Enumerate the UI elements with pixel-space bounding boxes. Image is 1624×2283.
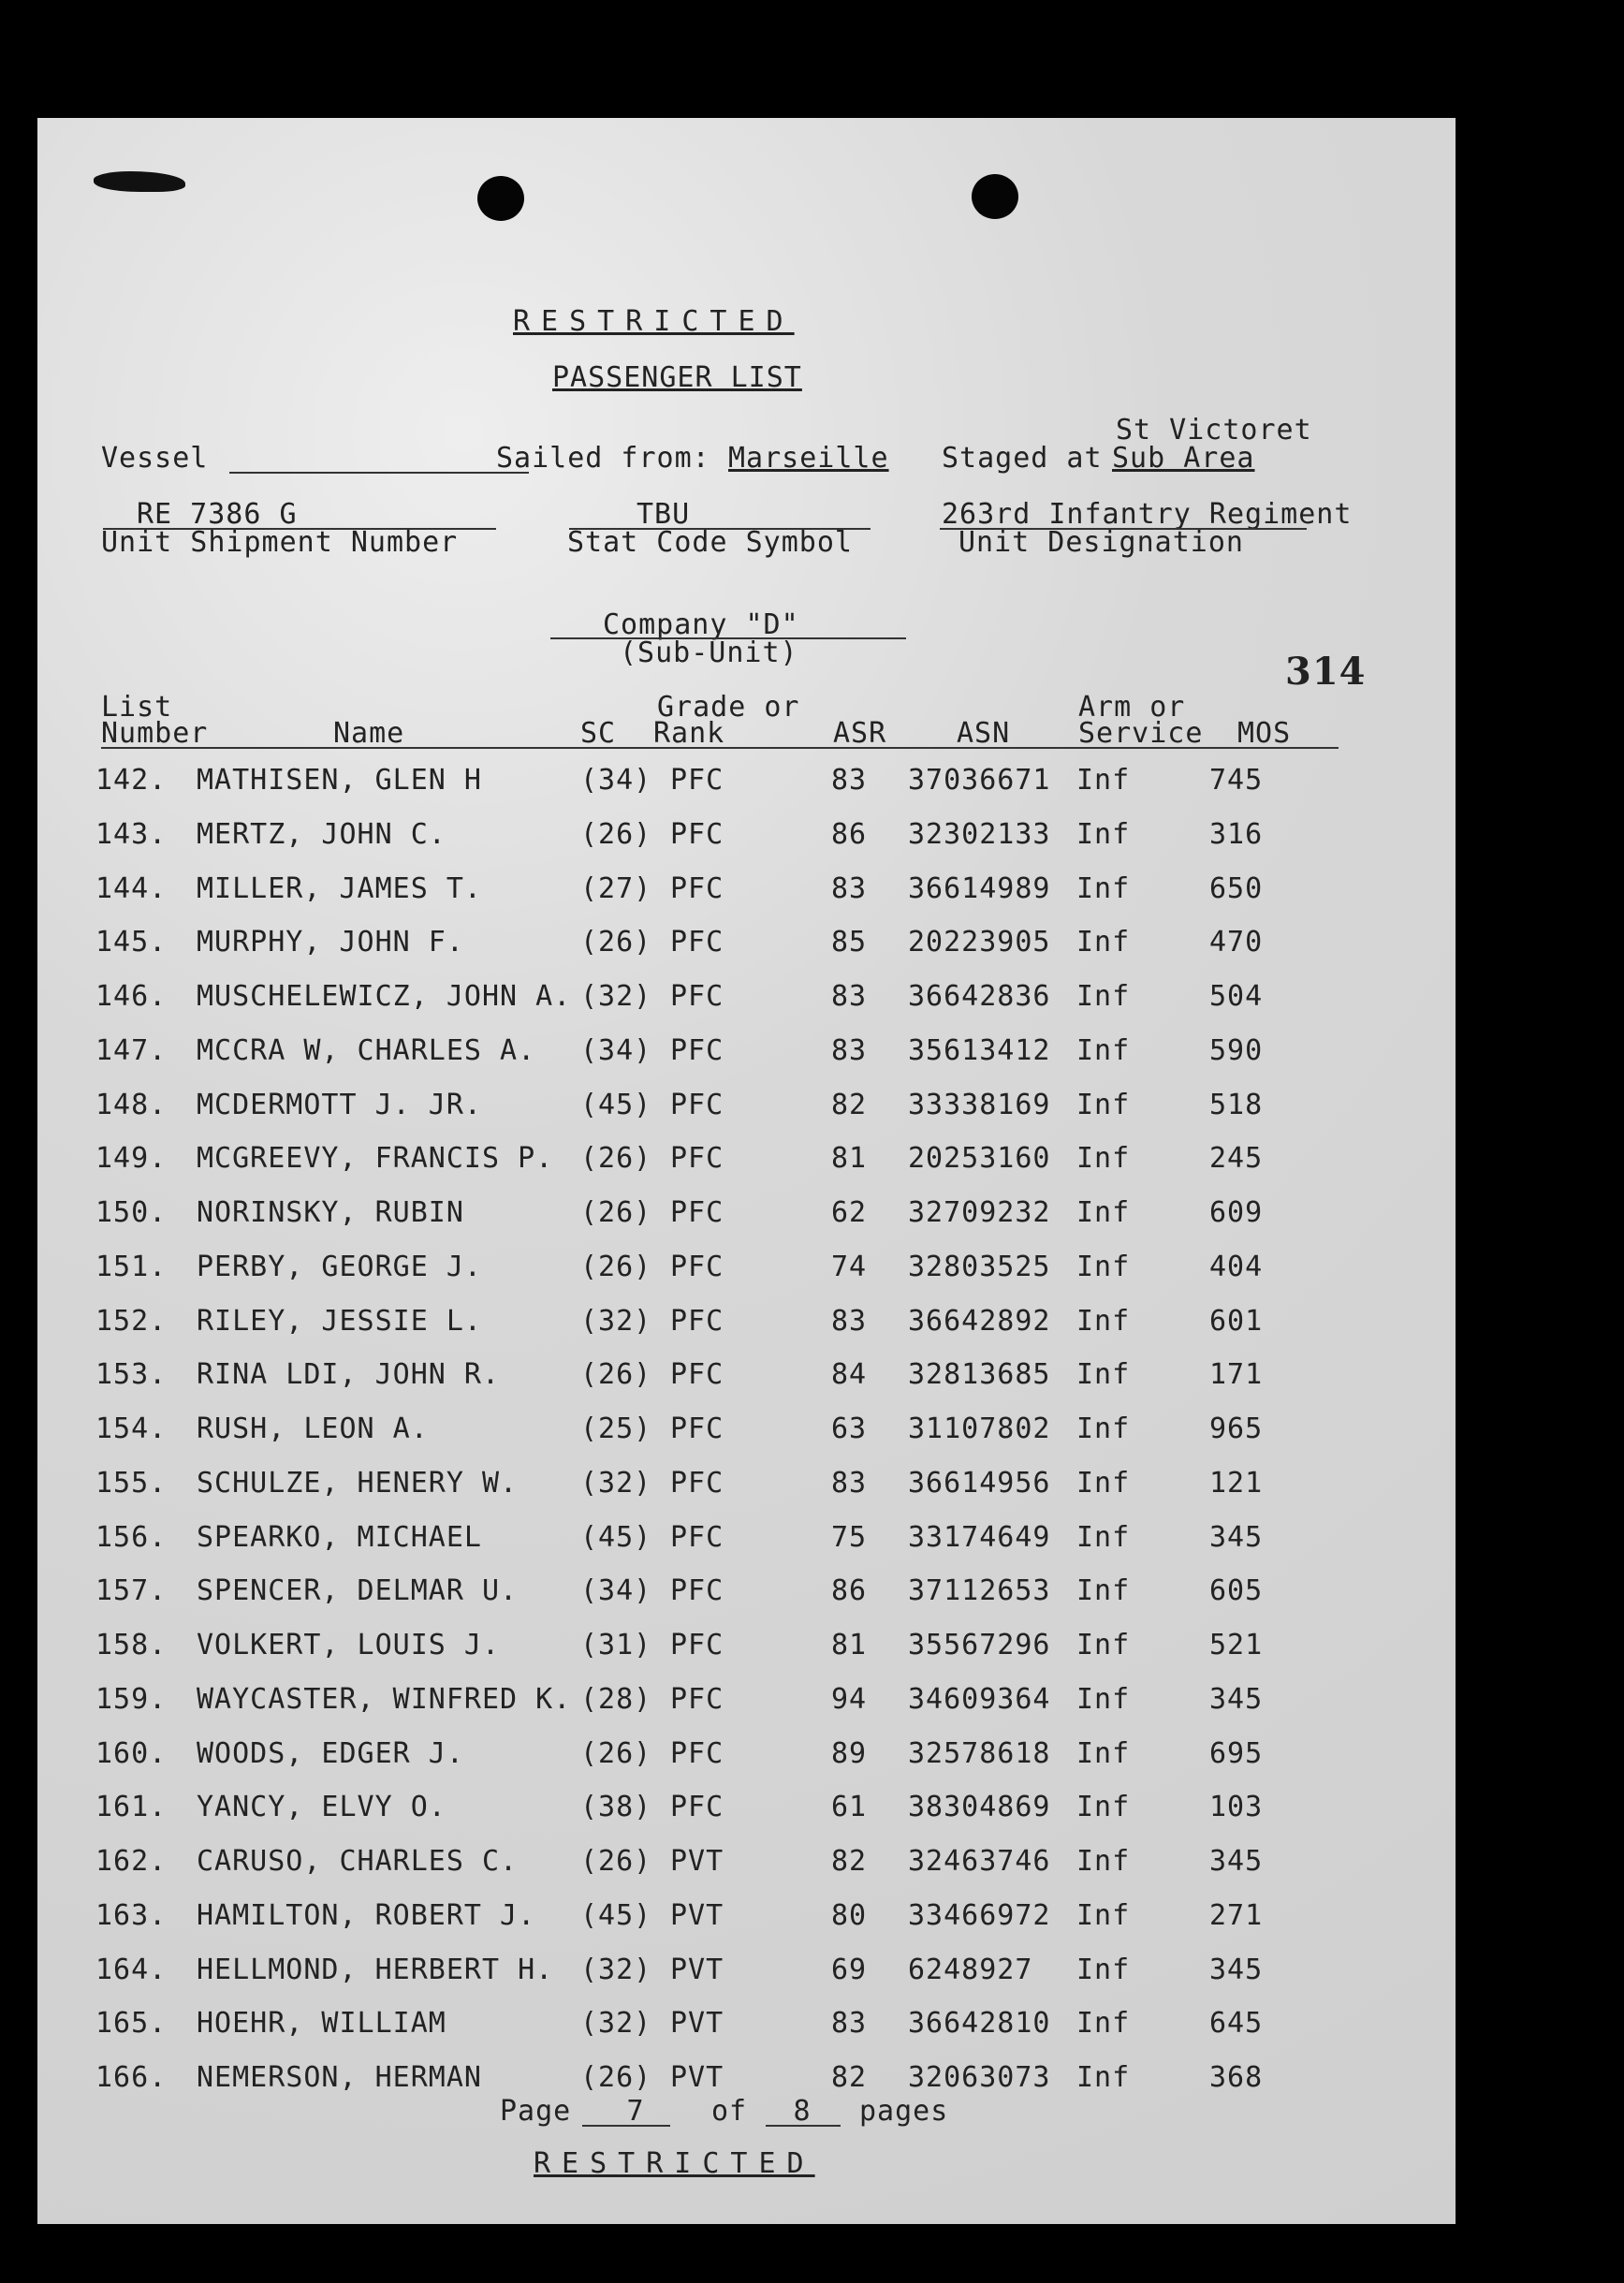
row-sc: (26): [580, 1142, 652, 1176]
row-list-number: 150.: [95, 1196, 168, 1229]
row-sc: (26): [580, 1250, 652, 1283]
row-asn: 37112653: [908, 1574, 1051, 1608]
row-name: HOEHR, WILLIAM: [197, 2007, 446, 2041]
row-grade: PVT: [670, 1953, 724, 1986]
row-asr: 85: [831, 926, 868, 959]
row-mos: 345: [1209, 1845, 1264, 1878]
unit-designation-value: 263rd Infantry Regiment: [942, 498, 1353, 531]
row-sc: (26): [580, 817, 652, 851]
row-arm: Inf: [1076, 817, 1131, 851]
row-name: MCDERMOTT J. JR.: [197, 1088, 482, 1121]
row-name: SPENCER, DELMAR U.: [197, 1574, 519, 1608]
row-mos: 245: [1209, 1142, 1264, 1176]
row-mos: 271: [1209, 1898, 1264, 1932]
row-asr: 83: [831, 980, 868, 1013]
row-list-number: 164.: [95, 1953, 168, 1986]
row-mos: 609: [1209, 1196, 1264, 1229]
row-mos: 345: [1209, 1953, 1264, 1986]
row-asn: 6248927: [908, 1953, 1033, 1986]
row-asn: 32463746: [908, 1845, 1051, 1878]
row-arm: Inf: [1076, 1953, 1131, 1986]
row-sc: (32): [580, 980, 652, 1013]
row-arm: Inf: [1076, 1358, 1131, 1392]
page-stamp-number: 314: [1285, 650, 1367, 694]
row-name: WOODS, EDGER J.: [197, 1736, 464, 1770]
row-grade: PFC: [670, 1682, 724, 1716]
row-grade: PFC: [670, 1736, 724, 1770]
row-grade: PVT: [670, 2007, 724, 2041]
row-list-number: 163.: [95, 1898, 168, 1932]
row-name: CARUSO, CHARLES C.: [197, 1845, 519, 1878]
row-grade: PVT: [670, 1898, 724, 1932]
footer-of-label: of: [711, 2095, 748, 2128]
column-header-list-line2: Number: [101, 717, 209, 750]
row-arm: Inf: [1076, 1574, 1131, 1608]
row-sc: (34): [580, 764, 652, 797]
row-name: RILEY, JESSIE L.: [197, 1304, 482, 1338]
row-list-number: 147.: [95, 1033, 168, 1067]
row-mos: 103: [1209, 1791, 1264, 1824]
row-mos: 645: [1209, 2007, 1264, 2041]
staged-at-label: Staged at: [942, 442, 1103, 475]
row-arm: Inf: [1076, 1466, 1131, 1500]
row-list-number: 157.: [95, 1574, 168, 1608]
row-grade: PVT: [670, 2061, 724, 2094]
row-name: HELLMOND, HERBERT H.: [197, 1953, 554, 1986]
row-list-number: 143.: [95, 817, 168, 851]
row-arm: Inf: [1076, 1791, 1131, 1824]
row-mos: 590: [1209, 1033, 1264, 1067]
column-header-grade-line2: Rank: [653, 717, 725, 750]
column-header-grade-line1: Grade or: [657, 691, 800, 724]
row-grade: PFC: [670, 1250, 724, 1283]
row-asn: 32063073: [908, 2061, 1051, 2094]
row-sc: (28): [580, 1682, 652, 1716]
row-arm: Inf: [1076, 1520, 1131, 1554]
row-asn: 32803525: [908, 1250, 1051, 1283]
unit-shipment-number-label: Unit Shipment Number: [101, 526, 459, 559]
column-header-asn: ASN: [957, 717, 1011, 750]
row-arm: Inf: [1076, 1845, 1131, 1878]
row-sc: (45): [580, 1520, 652, 1554]
passenger-list-title: PASSENGER LIST: [552, 361, 802, 394]
row-name: VOLKERT, LOUIS J.: [197, 1629, 501, 1661]
row-name: RUSH, LEON A.: [197, 1412, 429, 1445]
row-asn: 35567296: [908, 1629, 1051, 1661]
row-list-number: 153.: [95, 1358, 168, 1392]
row-asr: 94: [831, 1682, 868, 1716]
column-header-arm-line2: Service: [1078, 717, 1204, 750]
row-sc: (31): [580, 1629, 652, 1661]
row-arm: Inf: [1076, 2007, 1131, 2041]
row-asr: 63: [831, 1412, 868, 1445]
row-asr: 80: [831, 1898, 868, 1932]
row-mos: 345: [1209, 1520, 1264, 1554]
row-mos: 518: [1209, 1088, 1264, 1121]
row-grade: PFC: [670, 926, 724, 959]
row-asr: 86: [831, 1574, 868, 1608]
unit-shipment-number-value: RE 7386 G: [137, 498, 298, 531]
sailed-from-value: Marseille: [728, 442, 889, 475]
row-list-number: 146.: [95, 980, 168, 1013]
row-asn: 32302133: [908, 817, 1051, 851]
row-asr: 82: [831, 2061, 868, 2094]
column-header-arm-line1: Arm or: [1078, 691, 1186, 724]
row-name: SCHULZE, HENERY W.: [197, 1466, 519, 1500]
row-name: SPEARKO, MICHAEL: [197, 1520, 482, 1554]
row-sc: (45): [580, 1088, 652, 1121]
row-asn: 32578618: [908, 1736, 1051, 1770]
row-asr: 84: [831, 1358, 868, 1392]
row-asn: 33466972: [908, 1898, 1051, 1932]
row-asr: 89: [831, 1736, 868, 1770]
row-grade: PFC: [670, 1142, 724, 1176]
row-asn: 37036671: [908, 764, 1051, 797]
row-list-number: 151.: [95, 1250, 168, 1283]
row-asr: 83: [831, 871, 868, 905]
row-grade: PFC: [670, 817, 724, 851]
sailed-from-label: Sailed from:: [496, 442, 710, 475]
row-asr: 82: [831, 1845, 868, 1878]
row-grade: PFC: [670, 1358, 724, 1392]
footer-page-label: Page: [500, 2095, 572, 2128]
document-page: [37, 118, 1456, 2224]
stat-code-value: TBU: [636, 498, 691, 531]
row-grade: PFC: [670, 1791, 724, 1824]
row-list-number: 159.: [95, 1682, 168, 1716]
ink-smudge: [94, 171, 185, 192]
row-list-number: 152.: [95, 1304, 168, 1338]
row-asn: 35613412: [908, 1033, 1051, 1067]
row-mos: 470: [1209, 926, 1264, 959]
row-grade: PVT: [670, 1845, 724, 1878]
row-sc: (25): [580, 1412, 652, 1445]
row-grade: PFC: [670, 871, 724, 905]
row-asr: 62: [831, 1196, 868, 1229]
sub-unit-value: Company "D": [603, 608, 799, 641]
row-arm: Inf: [1076, 1196, 1131, 1229]
row-list-number: 145.: [95, 926, 168, 959]
row-list-number: 166.: [95, 2061, 168, 2094]
row-mos: 521: [1209, 1629, 1264, 1661]
row-mos: 650: [1209, 871, 1264, 905]
row-asn: 36614989: [908, 871, 1051, 905]
column-header-name: Name: [333, 717, 405, 750]
column-header-mos: MOS: [1237, 717, 1292, 750]
row-list-number: 148.: [95, 1088, 168, 1121]
row-sc: (26): [580, 926, 652, 959]
row-arm: Inf: [1076, 926, 1131, 959]
row-mos: 601: [1209, 1304, 1264, 1338]
row-name: MCCRA W, CHARLES A.: [197, 1033, 536, 1067]
row-list-number: 161.: [95, 1791, 168, 1824]
sub-unit-label: (Sub-Unit): [620, 637, 798, 669]
row-name: MATHISEN, GLEN H: [197, 764, 482, 797]
row-asr: 75: [831, 1520, 868, 1554]
row-arm: Inf: [1076, 764, 1131, 797]
row-asr: 61: [831, 1791, 868, 1824]
row-grade: PFC: [670, 1033, 724, 1067]
row-asn: 36642810: [908, 2007, 1051, 2041]
row-grade: PFC: [670, 1412, 724, 1445]
row-sc: (26): [580, 1736, 652, 1770]
row-asn: 20223905: [908, 926, 1051, 959]
row-asn: 33174649: [908, 1520, 1051, 1554]
row-asn: 36642836: [908, 980, 1051, 1013]
row-sc: (26): [580, 1358, 652, 1392]
row-list-number: 142.: [95, 764, 168, 797]
row-asr: 82: [831, 1088, 868, 1121]
row-asn: 38304869: [908, 1791, 1051, 1824]
row-arm: Inf: [1076, 1033, 1131, 1067]
row-list-number: 144.: [95, 871, 168, 905]
row-list-number: 154.: [95, 1412, 168, 1445]
row-grade: PFC: [670, 1304, 724, 1338]
row-mos: 316: [1209, 817, 1264, 851]
punch-hole-right: [972, 174, 1018, 219]
row-asn: 33338169: [908, 1088, 1051, 1121]
row-asn: 32813685: [908, 1358, 1051, 1392]
row-name: MILLER, JAMES T.: [197, 871, 482, 905]
footer-page-current: 7: [626, 2095, 645, 2128]
row-mos: 171: [1209, 1358, 1264, 1392]
row-asr: 86: [831, 817, 868, 851]
row-mos: 368: [1209, 2061, 1264, 2094]
column-header-list-line1: List: [101, 691, 173, 724]
row-grade: PFC: [670, 1088, 724, 1121]
row-arm: Inf: [1076, 1736, 1131, 1770]
row-name: MURPHY, JOHN F.: [197, 926, 464, 959]
footer-pages-label: pages: [859, 2095, 949, 2128]
row-grade: PFC: [670, 764, 724, 797]
stat-code-label: Stat Code Symbol: [567, 526, 853, 559]
row-grade: PFC: [670, 1574, 724, 1608]
row-sc: (32): [580, 2007, 652, 2041]
row-grade: PFC: [670, 1520, 724, 1554]
row-sc: (45): [580, 1898, 652, 1932]
row-asr: 81: [831, 1629, 868, 1661]
column-header-asr: ASR: [833, 717, 887, 750]
footer-page-current-line: [582, 2125, 670, 2127]
row-sc: (26): [580, 2061, 652, 2094]
row-mos: 695: [1209, 1736, 1264, 1770]
row-sc: (38): [580, 1791, 652, 1824]
column-header-rule: [101, 747, 1339, 749]
row-sc: (26): [580, 1196, 652, 1229]
row-asn: 34609364: [908, 1682, 1051, 1716]
row-asr: 83: [831, 764, 868, 797]
row-mos: 345: [1209, 1682, 1264, 1716]
row-asr: 69: [831, 1953, 868, 1986]
row-grade: PFC: [670, 1466, 724, 1500]
unit-designation-label: Unit Designation: [958, 526, 1244, 559]
row-asn: 36642892: [908, 1304, 1051, 1338]
row-asr: 83: [831, 1033, 868, 1067]
row-mos: 121: [1209, 1466, 1264, 1500]
row-arm: Inf: [1076, 1142, 1131, 1176]
row-asr: 74: [831, 1250, 868, 1283]
row-asr: 81: [831, 1142, 868, 1176]
vessel-line: [229, 472, 529, 474]
row-list-number: 165.: [95, 2007, 168, 2041]
row-asr: 83: [831, 1304, 868, 1338]
row-grade: PFC: [670, 1196, 724, 1229]
row-name: WAYCASTER, WINFRED K.: [197, 1682, 572, 1716]
row-name: NORINSKY, RUBIN: [197, 1196, 464, 1229]
row-list-number: 156.: [95, 1520, 168, 1554]
row-name: RINA LDI, JOHN R.: [197, 1358, 501, 1392]
footer-page-total: 8: [793, 2095, 812, 2128]
row-name: HAMILTON, ROBERT J.: [197, 1898, 536, 1932]
footer-page-total-line: [766, 2125, 841, 2127]
row-name: PERBY, GEORGE J.: [197, 1250, 482, 1283]
row-sc: (32): [580, 1953, 652, 1986]
row-arm: Inf: [1076, 871, 1131, 905]
row-asn: 20253160: [908, 1142, 1051, 1176]
row-mos: 404: [1209, 1250, 1264, 1283]
row-sc: (26): [580, 1845, 652, 1878]
row-arm: Inf: [1076, 1304, 1131, 1338]
row-sc: (32): [580, 1466, 652, 1500]
column-header-sc: SC: [580, 717, 617, 750]
row-list-number: 160.: [95, 1736, 168, 1770]
row-mos: 965: [1209, 1412, 1264, 1445]
row-arm: Inf: [1076, 1088, 1131, 1121]
row-sc: (34): [580, 1033, 652, 1067]
row-arm: Inf: [1076, 1682, 1131, 1716]
row-name: MERTZ, JOHN C.: [197, 817, 446, 851]
row-arm: Inf: [1076, 1898, 1131, 1932]
row-asr: 83: [831, 2007, 868, 2041]
staged-at-value-line2: Sub Area: [1112, 442, 1255, 475]
row-list-number: 149.: [95, 1142, 168, 1176]
restricted-heading-top: RESTRICTED: [513, 305, 795, 338]
row-asn: 36614956: [908, 1466, 1051, 1500]
row-grade: PFC: [670, 980, 724, 1013]
punch-hole-left: [477, 176, 524, 221]
row-sc: (27): [580, 871, 652, 905]
row-list-number: 158.: [95, 1629, 168, 1661]
restricted-heading-bottom: RESTRICTED: [534, 2147, 815, 2180]
row-list-number: 155.: [95, 1466, 168, 1500]
row-name: NEMERSON, HERMAN: [197, 2061, 482, 2094]
row-grade: PFC: [670, 1629, 724, 1661]
row-mos: 605: [1209, 1574, 1264, 1608]
row-arm: Inf: [1076, 1629, 1131, 1661]
row-arm: Inf: [1076, 1250, 1131, 1283]
row-list-number: 162.: [95, 1845, 168, 1878]
row-name: YANCY, ELVY O.: [197, 1791, 446, 1824]
row-asr: 83: [831, 1466, 868, 1500]
row-asn: 31107802: [908, 1412, 1051, 1445]
row-arm: Inf: [1076, 1412, 1131, 1445]
row-arm: Inf: [1076, 2061, 1131, 2094]
row-mos: 504: [1209, 980, 1264, 1013]
row-arm: Inf: [1076, 980, 1131, 1013]
row-asn: 32709232: [908, 1196, 1051, 1229]
row-sc: (32): [580, 1304, 652, 1338]
row-sc: (34): [580, 1574, 652, 1608]
row-name: MCGREEVY, FRANCIS P.: [197, 1142, 554, 1176]
vessel-label: Vessel: [101, 442, 209, 475]
row-mos: 745: [1209, 764, 1264, 797]
row-name: MUSCHELEWICZ, JOHN A.: [197, 980, 572, 1013]
staged-at-value-line1: St Victoret: [1116, 414, 1312, 446]
